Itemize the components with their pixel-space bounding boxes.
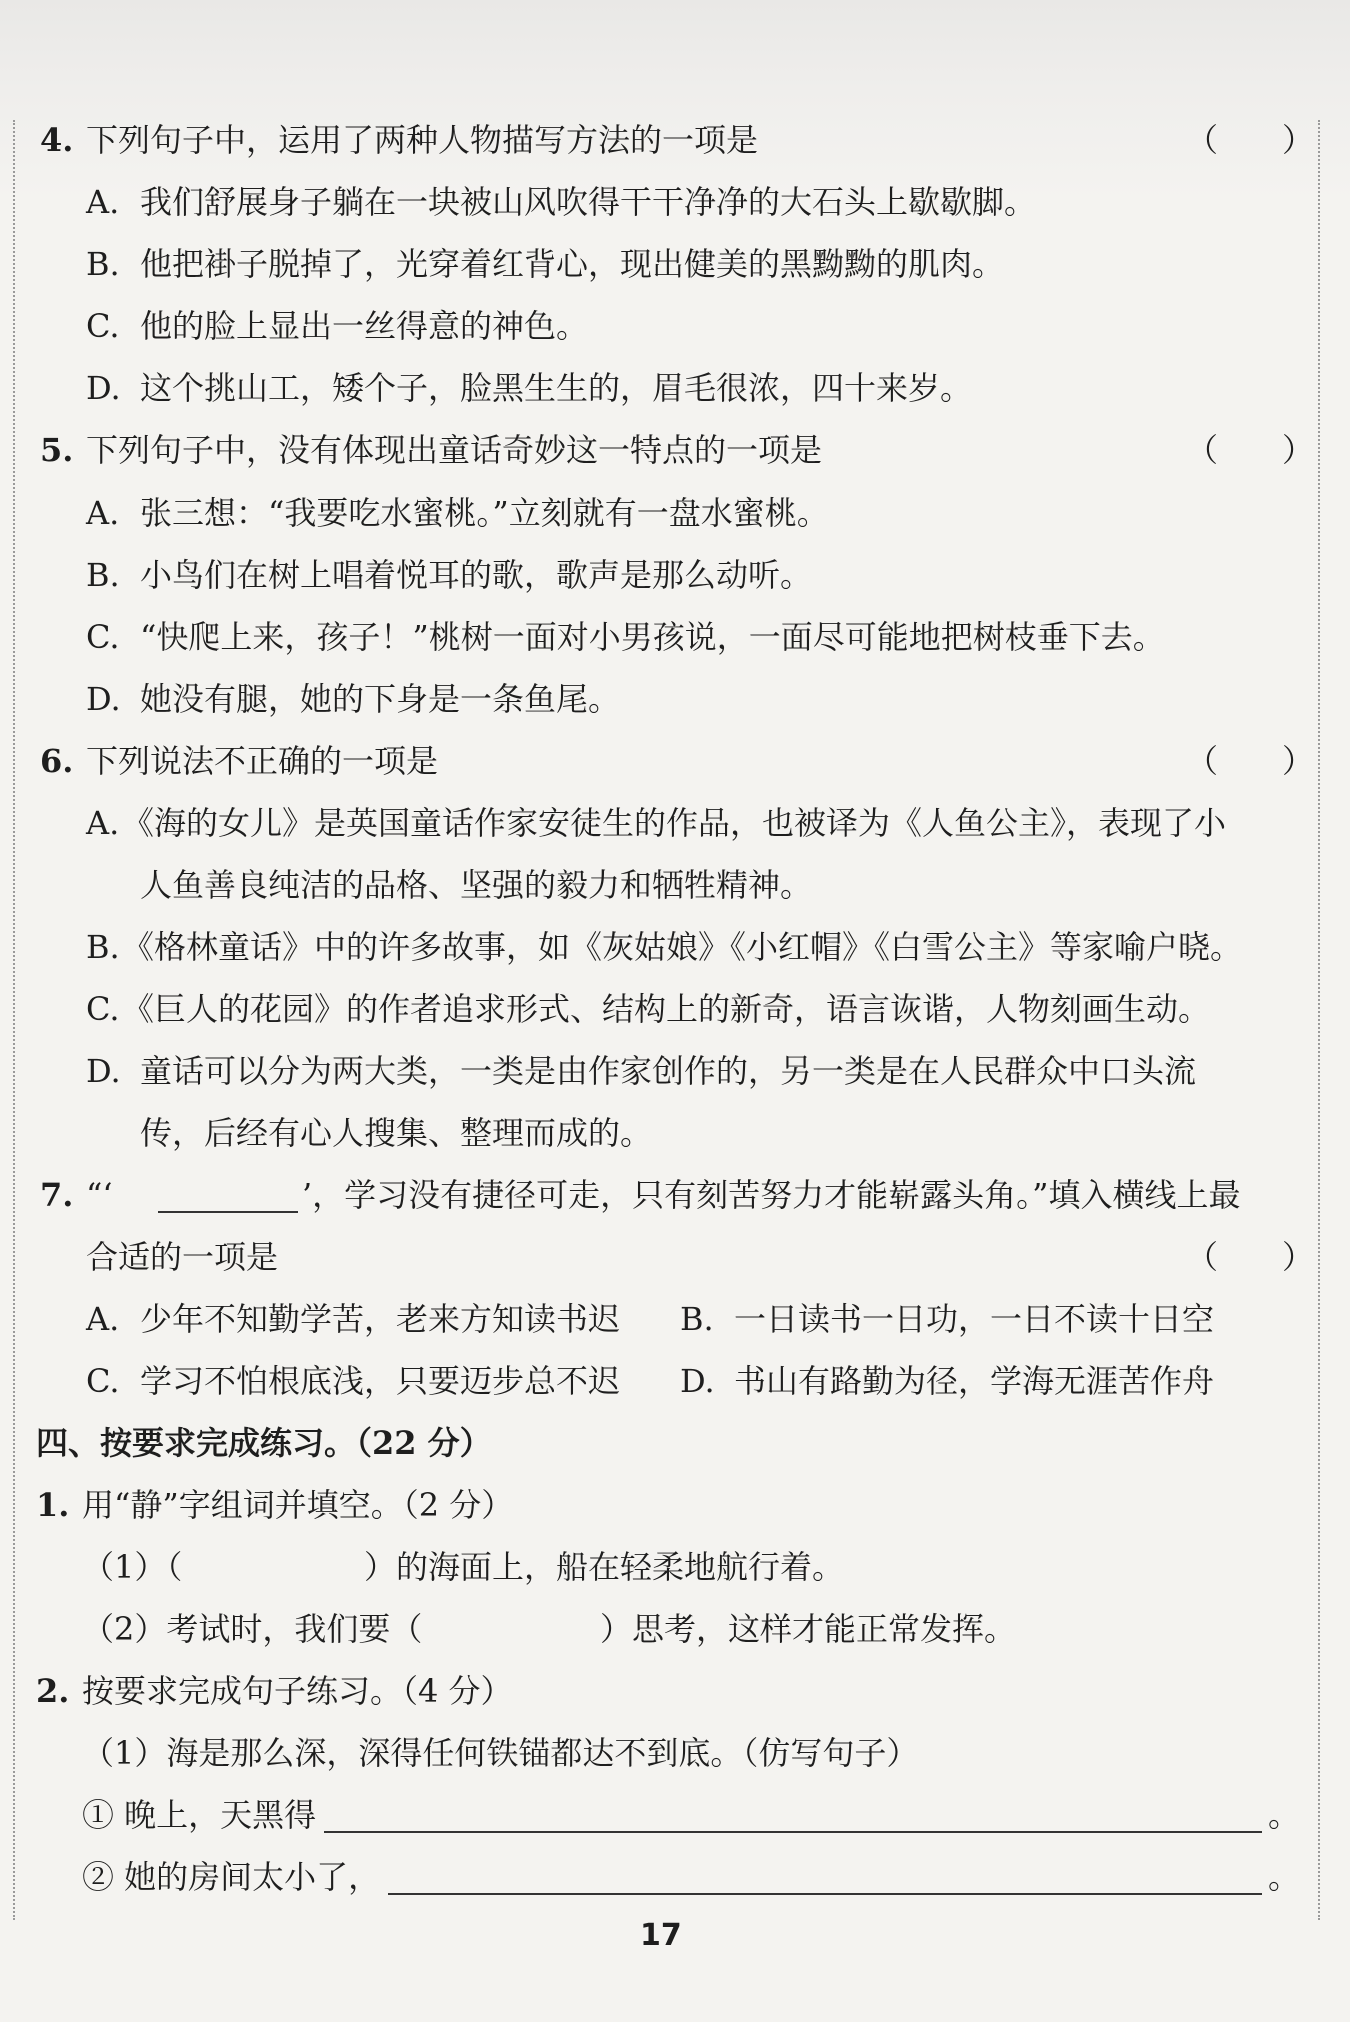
q7-stem-open-quote: “‘ — [86, 1176, 113, 1214]
q6-option-c: C.《巨人的花园》的作者追求形式、结构上的新奇，语言诙谐，人物刻画生动。 — [86, 990, 1211, 1028]
s4-q1-item1: （1）（ ）的海面上，船在轻柔地航行着。 — [82, 1548, 845, 1586]
s4-q2-item2-answer-line[interactable] — [388, 1857, 1262, 1895]
q4-option-c: C. 他的脸上显出一丝得意的神色。 — [86, 307, 589, 345]
q5-stem: 下列句子中，没有体现出童话奇妙这一特点的一项是 — [86, 431, 823, 469]
s4-q2-item1-answer-line[interactable] — [324, 1795, 1262, 1833]
q7-stem-line2: 合适的一项是 — [86, 1238, 279, 1276]
q7-option-d: D. 书山有路勤为径，学海无涯苦作舟 — [680, 1362, 1215, 1400]
q4-number: 4. — [40, 121, 74, 159]
s4-q2-number: 2. — [36, 1672, 70, 1710]
q6-option-d-cont: 传，后经有心人搜集、整理而成的。 — [140, 1114, 653, 1152]
q6-stem: 下列说法不正确的一项是 — [86, 742, 439, 780]
q5-option-d: D. 她没有腿，她的下身是一条鱼尾。 — [86, 680, 621, 718]
left-dotted-rule — [13, 120, 15, 1920]
s4-q2-item2: ② 她的房间太小了， 。 — [82, 1858, 1301, 1896]
q6-option-a-cont: 人鱼善良纯洁的品格、坚强的毅力和牺牲精神。 — [140, 866, 813, 904]
s4-q1-item1-blank[interactable] — [182, 1547, 362, 1587]
q5-number: 5. — [40, 431, 74, 469]
s4-q1-stem: 用“静”字组词并填空。（2 分） — [82, 1486, 514, 1524]
q6-number: 6. — [40, 742, 74, 780]
q6-option-b: B.《格林童话》中的许多故事，如《灰姑娘》《小红帽》《白雪公主》等家喻户晓。 — [86, 928, 1243, 966]
s4-q1-item2: （2）考试时，我们要（ ）思考，这样才能正常发挥。 — [82, 1610, 1017, 1648]
page-number: 17 — [640, 1918, 682, 1953]
q4-option-b: B. 他把褂子脱掉了，光穿着红背心，现出健美的黑黝黝的肌肉。 — [86, 245, 1005, 283]
q4-option-d: D. 这个挑山工，矮个子，脸黑生生的，眉毛很浓，四十来岁。 — [86, 369, 973, 407]
q7-option-c: C. 学习不怕根底浅，只要迈步总不迟 — [86, 1362, 621, 1400]
q6-option-d: D. 童话可以分为两大类，一类是由作家创作的，另一类是在人民群众中口头流 — [86, 1052, 1197, 1090]
s4-q1-number: 1. — [36, 1486, 70, 1524]
s4-q2-sub1: （1）海是那么深，深得任何铁锚都达不到底。（仿写句子） — [82, 1734, 919, 1772]
q6-answer-paren[interactable]: （ ） — [1186, 742, 1315, 780]
q5-option-b: B. 小鸟们在树上唱着悦耳的歌，歌声是那么动听。 — [86, 556, 813, 594]
q5-option-a: A. 张三想：“我要吃水蜜桃。”立刻就有一盘水蜜桃。 — [86, 494, 829, 532]
section-4-title: 四、按要求完成练习。（22 分） — [36, 1424, 492, 1462]
q4-answer-paren[interactable]: （ ） — [1186, 121, 1315, 159]
q5-option-c: C. “快爬上来，孩子！”桃树一面对小男孩说，一面尽可能地把树枝垂下去。 — [86, 618, 1165, 656]
q7-stem-line — [40, 1175, 1300, 1215]
s4-q2-stem: 按要求完成句子练习。（4 分） — [82, 1672, 513, 1710]
q7-answer-paren[interactable]: （ ） — [1186, 1238, 1315, 1276]
q7-option-a: A. 少年不知勤学苦，老来方知读书迟 — [86, 1300, 621, 1338]
q5-answer-paren[interactable]: （ ） — [1186, 431, 1315, 469]
s4-q1-item2-blank[interactable] — [418, 1609, 598, 1649]
s4-q2-item1: ① 晚上，天黑得 。 — [82, 1796, 1301, 1834]
q4-option-a: A. 我们舒展身子躺在一块被山风吹得干干净净的大石头上歇歇脚。 — [86, 183, 1037, 221]
right-dotted-rule — [1318, 120, 1320, 1920]
q6-option-a: A.《海的女儿》是英国童话作家安徒生的作品，也被译为《人鱼公主》，表现了小 — [86, 804, 1227, 842]
q7-stem: ’，学习没有捷径可走，只有刻苦努力才能崭露头角。”填入横线上最 — [302, 1176, 1241, 1214]
q7-fill-blank[interactable] — [158, 1175, 298, 1213]
q7-number: 7. — [40, 1176, 74, 1214]
q4-stem: 下列句子中，运用了两种人物描写方法的一项是 — [86, 121, 759, 159]
q7-option-b: B. 一日读书一日功，一日不读十日空 — [680, 1300, 1215, 1338]
